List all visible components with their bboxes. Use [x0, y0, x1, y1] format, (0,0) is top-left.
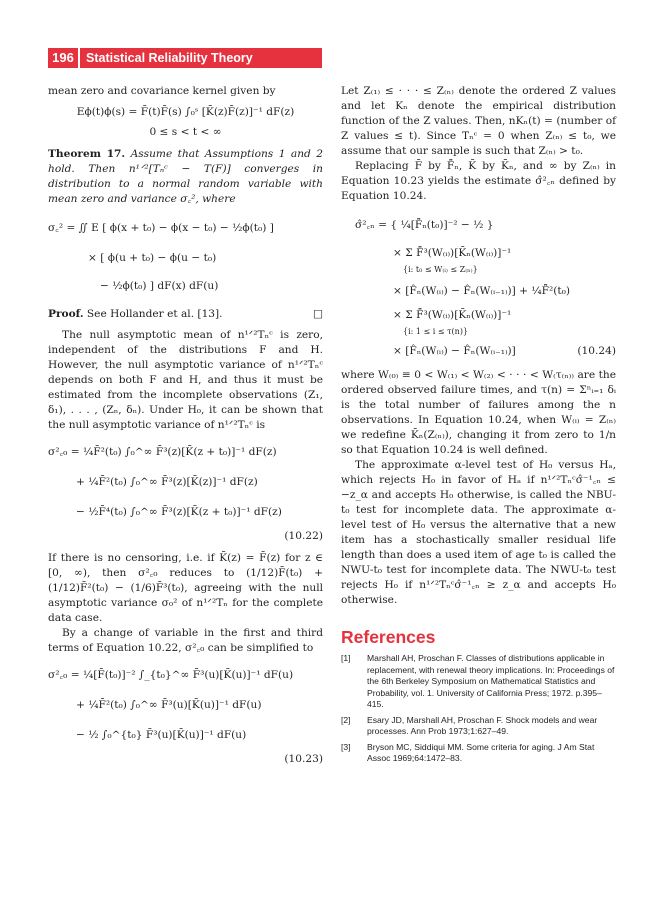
reference-list	[341, 653, 616, 765]
right-column	[341, 84, 616, 765]
eq-10-23-line-1: σ²꜀₀ = ¼[F̄(t₀)]⁻² ∫_{t₀}^∞ F̄³(u)[K̄(u)]⁻¹ dF(u)	[48, 669, 294, 681]
reference-number: [3]	[341, 741, 351, 752]
sigma-equation-line-3: − ½ϕ(t₀) ] dF(x) dF(u)	[100, 280, 219, 292]
theorem-17	[48, 147, 323, 207]
proof-label: Proof.	[48, 308, 84, 320]
running-title: Statistical Reliability Theory	[86, 51, 253, 65]
equation-number-10-22: (10.22)	[284, 530, 323, 542]
sigma-equation-line-1: σ꜀² = ∬ E [ ϕ(x + t₀) − ϕ(x − t₀) − ½ϕ(t₀) ]	[48, 222, 274, 234]
intro-paragraph: mean zero and covariance kernel given by	[48, 85, 276, 97]
reference-number: [2]	[341, 714, 351, 725]
eq-10-24-line-2-subscript: {i: t₀ ≤ W₍ᵢ₎ ≤ Z₍ₙ₎}	[403, 265, 478, 274]
covariance-equation: Eϕ(t)ϕ(s) = F̄(t)F̄(s) ∫₀ˢ [K̄(z)F̄(z)]⁻¹ dF(z)	[76, 106, 295, 118]
replacing-paragraph: Replacing F̄ by F̂̄ₙ, K̄ by K̄ₙ, and ∞ by Z₍ₙ₎ in Equation 10.23 yields the estimate σ̂²꜀ₙ defined by Equation 10.24.	[341, 160, 616, 202]
reference-text: Bryson MC, Siddiqui MM. Some criteria for aging. J Am Stat Assoc 1969;64:1472–83.	[367, 741, 595, 763]
proof	[48, 307, 323, 322]
reference-text: Esary JD, Marshall AH, Proschan F. Shock models and wear processes. Ann Prob 1973;1:627–49.	[367, 714, 598, 736]
no-censoring-paragraph: If there is no censoring, i.e. if K̄(z) = F̄(z) for z ∈ [0, ∞), then σ²꜀₀ reduces to (1/12)F̄(t₀) + (1/12)F̄²(t₀) − (1/6)F̄³(t₀), agreeing with the null asymptotic variance σ₀² of n¹ᐟ²Tₙ for the complete data case.	[48, 552, 323, 624]
eq-10-22-number-row	[48, 529, 323, 547]
eq-10-22-line-3: − ½F̄⁴(t₀) ∫₀^∞ F̄³(z)[K̄(z + t₀)]⁻¹ dF(z)	[76, 506, 282, 518]
reference-number: [1]	[341, 653, 351, 663]
eq-10-24-line-1: σ̂²꜀ₙ = { ¼[F̂̄ₙ(t₀)]⁻² − ½ }	[355, 219, 494, 231]
theorem-label: Theorem 17.	[48, 148, 126, 160]
page-number: 196	[52, 50, 74, 65]
sigma-equation-line-2: × [ ϕ(u + t₀) − ϕ(u − t₀)	[88, 252, 217, 264]
eq-10-23-number-row	[48, 752, 323, 770]
qed-icon: □	[312, 308, 323, 320]
reference-item	[341, 653, 616, 711]
null-asymptotic-paragraph: The null asymptotic mean of n¹ᐟ²Tₙᶜ is zero, independent of the distributions F and H. However, the null asymptotic variance of n¹ᐟ²Tₙᶜ depends on both F and H, and thus it must be estimated from the incomplete observations (Z₁, δ₁), . . . , (Zₙ, δₙ). Under H₀, it can be shown that the null asymptotic variance of n¹ᐟ²Tₙᶜ is	[48, 329, 323, 431]
approximate-test-paragraph: The approximate α-level test of H₀ versus Hₐ, which rejects H₀ in favor of Hₐ if n¹ᐟ²Tₙᶜσ̂⁻¹꜀ₙ ≤ −z_α and accepts H₀ otherwise, is called the NBU-t₀ test for incomplete data. The approximate α-level test of H₀ versus the alternative that a new item has a stochastically smaller residual life length than does a used item of age t₀ is called the NWU-t₀ test for incomplete data. The NWU-t₀ test rejects H₀ if n¹ᐟ²Tₙᶜσ̂⁻¹꜀ₙ ≥ z_α and accepts H₀ otherwise.	[341, 459, 616, 606]
theorem-text: Assume that Assumptions 1 and 2 hold. Then n¹ᐟ²[Tₙᶜ − T(F)] converges in distribution to a normal random variable with mean zero and variance σ꜀², where	[48, 148, 323, 205]
left-column	[48, 84, 323, 770]
header-divider	[78, 48, 80, 68]
eq-10-24-line-3: × [F̂ₙ(W₍ᵢ₎) − F̂ₙ(W₍ᵢ₋₁₎)] + ¼F̂̄²(t₀)	[393, 285, 571, 297]
eq-10-24-line-2: × Σ F̂̄³(W₍ᵢ₎)[K̄ₙ(W₍ᵢ₎)]⁻¹	[393, 247, 512, 259]
eq-10-23-line-3: − ½ ∫₀^{t₀} F̄³(u)[K̄(u)]⁻¹ dF(u)	[76, 729, 247, 741]
eq-10-24-line-4-subscript: {i: 1 ≤ i ≤ τ(n)}	[403, 327, 469, 336]
change-of-variable-paragraph: By a change of variable in the first and third terms of Equation 10.22, σ²꜀₀ can be simplified to	[48, 627, 323, 654]
references-heading: References	[341, 627, 436, 647]
eq-10-22-line-1: σ²꜀₀ = ¼F̄²(t₀) ∫₀^∞ F̄³(z)[K̄(z + t₀)]⁻¹ dF(z)	[48, 446, 277, 458]
equation-number-10-24: (10.24)	[577, 345, 616, 357]
reference-text: Marshall AH, Proschan F. Classes of distributions applicable in replacement, with renewal theory implications. In: Proceedings of the 6th Berkeley Symposium on Mathematical Statistics and Probability, vol. 1. University of California Press; 1972. p.395–415.	[367, 653, 615, 709]
equation-number-10-23: (10.23)	[284, 753, 323, 765]
covariance-range: 0 ≤ s < t < ∞	[149, 126, 222, 138]
reference-item	[341, 715, 616, 738]
ordered-values-paragraph: Let Z₍₁₎ ≤ · · · ≤ Z₍ₙ₎ denote the ordered Z values and let Kₙ denote the empirical distribution function of the Z values. Then, nKₙ(t) = (number of Z values ≤ t). Since Tₙᶜ = 0 when Z₍ₙ₎ ≤ t₀, we assume that our sample is such that Z₍ₙ₎ > t₀.	[341, 85, 616, 157]
eq-10-22-line-2: + ¼F̄²(t₀) ∫₀^∞ F̄³(z)[K̄(z)]⁻¹ dF(z)	[76, 476, 258, 488]
where-paragraph: where W₍₀₎ ≡ 0 < W₍₁₎ < W₍₂₎ < · · · < W₍τ₍ₙ₎₎ are the ordered observed failure times, and τ(n) = Σⁿᵢ₌₁ δᵢ is the total number of failures among the n observations. In Equation 10.24, when W₍ᵢ₎ = Z₍ₙ₎ we redefine K̄ₙ(Z₍ₙ₎), changing it from zero to 1/n so that Equation 10.24 is well defined.	[341, 369, 616, 456]
eq-10-24-line-5: × [F̂ₙ(W₍ᵢ₎) − F̂ₙ(W₍ᵢ₋₁₎)] (10.24)	[393, 345, 616, 357]
proof-text: See Hollander et al. [13].	[86, 308, 223, 320]
eq-10-24-line-4: × Σ F̂̄³(W₍ᵢ₎)[K̄ₙ(W₍ᵢ₎)]⁻¹	[393, 309, 512, 321]
reference-item	[341, 742, 616, 765]
running-header	[48, 48, 322, 68]
eq-10-23-line-2: + ¼F̄²(t₀) ∫₀^∞ F̄³(u)[K̄(u)]⁻¹ dF(u)	[76, 699, 262, 711]
